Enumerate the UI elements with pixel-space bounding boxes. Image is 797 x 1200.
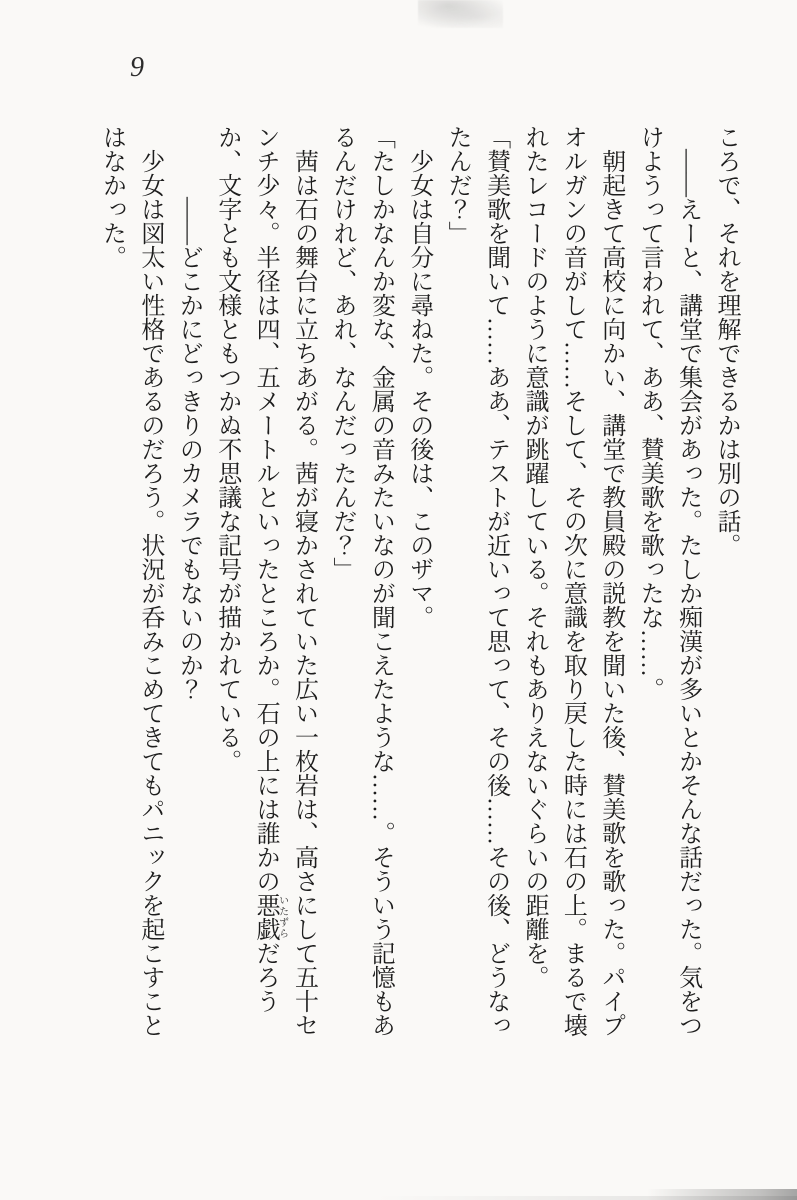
paragraph: 「賛美歌を聞いて……ああ、テストが近いって思って、その後……その後、どうなったんだ？」: [444, 125, 509, 1037]
paragraph: 朝起きて高校に向かい、講堂で教員殿の説教を聞いた後、賛美歌を歌った。パイプオルガンの音がして……そして、その次に意識を取り戻した時には石の上。まるで壊れたレコードのように意識が跳躍している。それもありえないぐらいの距離を。: [520, 125, 624, 1037]
paragraph: ころで、それを理解できるかは別の話。: [713, 125, 739, 557]
paragraph: ――えーと、講堂で集会があった。たしか痴漢が多いとかそんな話だった。気をつけようって言われて、ああ、賛美歌を歌ったな……。: [636, 125, 701, 1037]
scan-artifact-top: [418, 0, 503, 28]
paragraph: 茜は石の舞台に立ちあがる。茜が寝かされていた広い一枚岩は、高さにして五十センチ少々。半径は四、五メートルといったところか。石の上には誰かの悪戯いたずらだろうか、文字とも文様ともつかぬ不思議な記号が描かれている。: [213, 125, 317, 1037]
paragraph: 少女は自分に尋ねた。その後は、このザマ。: [405, 149, 432, 629]
page-number: 9: [130, 52, 144, 83]
page-text: [55, 125, 745, 1038]
paragraph: ――どこかにどっきりのカメラでもないのか？: [175, 197, 202, 701]
paragraph: 「たしかなんか変な、金属の音みたいなのが聞こえたような……。そういう記憶もあるんだけれど、あれ、なんだったんだ？」: [328, 125, 394, 1037]
paragraph: 少女は図太い性格であるのだろう。状況が呑みこめてきてもパニックを起こすことはなかった。: [98, 125, 163, 1037]
ruby-annotated-word: 悪戯いたずら: [252, 893, 288, 941]
scan-artifact-bottom-corner: [647, 1189, 797, 1200]
